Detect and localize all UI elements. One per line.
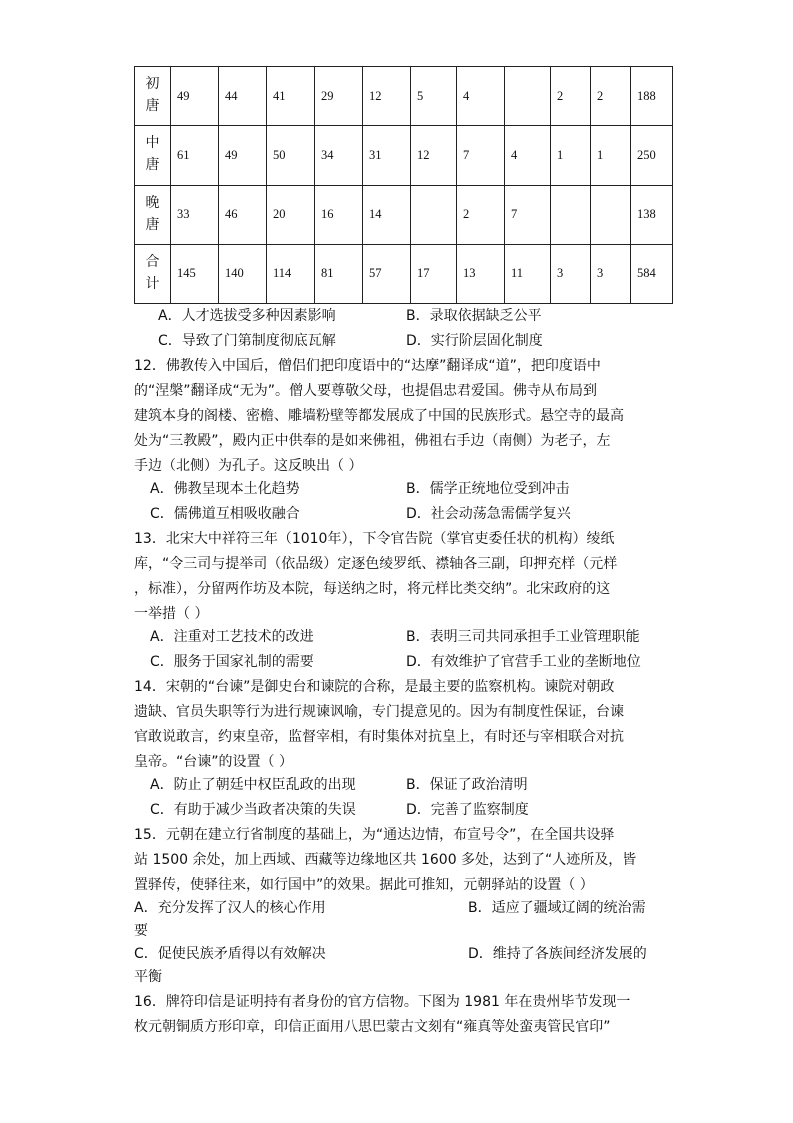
table-cell: 3	[591, 244, 631, 303]
q12-option-c: C．儒佛道互相吸收融合	[150, 506, 300, 522]
q13-line-3: ，标准），分留两作坊及本院，每送纳之时，将元样比类交纳”。北宋政府的这	[134, 581, 611, 597]
q12-line-4: 处为“三教殿”，殿内正中供奉的是如来佛祖，佛祖右手边（南侧）为老子，左	[134, 433, 611, 449]
q14-line-1: 14．宋朝的“台谏”是御史台和谏院的合称，是最主要的监察机构。谏院对朝政	[134, 679, 615, 695]
table-cell: 17	[411, 244, 457, 303]
era-label	[135, 67, 171, 126]
table-row	[135, 126, 673, 185]
era-char: 晚	[145, 195, 160, 211]
table-row	[135, 67, 673, 126]
q15-option-b: B．适应了疆域辽阔的统治需	[468, 900, 646, 916]
table-row	[135, 244, 673, 303]
table-cell	[591, 185, 631, 244]
q14-option-a: A．防止了朝廷中权臣乱政的出现	[150, 777, 356, 793]
table-cell: 61	[171, 126, 219, 185]
era-char: 唐	[145, 99, 160, 115]
imperial-exam-table	[134, 66, 673, 304]
table-cell: 138	[631, 185, 673, 244]
table-cell: 7	[457, 126, 505, 185]
era-char: 唐	[145, 158, 160, 174]
q13-option-d: D．有效维护了官营手工业的垄断地位	[406, 654, 641, 670]
table-cell: 145	[171, 244, 219, 303]
q15-option-d: D．维持了各族间经济发展的	[468, 946, 647, 962]
q11-option-b: B．录取依据缺乏公平	[406, 308, 542, 324]
table-cell: 12	[363, 67, 411, 126]
table-cell: 29	[315, 67, 363, 126]
era-label	[135, 126, 171, 185]
table-cell: 44	[219, 67, 267, 126]
table-cell: 140	[219, 244, 267, 303]
q13-option-b: B．表明三司共同承担手工业管理职能	[406, 629, 640, 645]
q15-line-3: 置驿传，使驿往来，如行国中”的效果。据此可推知，元朝驿站的设置（ ）	[134, 877, 594, 893]
table-row	[135, 185, 673, 244]
table-cell: 49	[171, 67, 219, 126]
table-cell: 250	[631, 126, 673, 185]
table-cell: 31	[363, 126, 411, 185]
table-cell: 1	[551, 126, 591, 185]
table-cell: 16	[315, 185, 363, 244]
q16-line-1: 16．牌符印信是证明持有者身份的官方信物。下图为 1981 年在贵州毕节发现一	[134, 994, 631, 1010]
q12-option-d: D．社会动荡急需儒学复兴	[406, 506, 571, 522]
table-cell	[505, 67, 551, 126]
q15-option-c: C．促使民族矛盾得以有效解决	[134, 946, 326, 962]
table-cell: 5	[411, 67, 457, 126]
era-char: 计	[145, 276, 160, 292]
table-cell: 3	[551, 244, 591, 303]
table-cell: 41	[267, 67, 315, 126]
q14-line-2: 遗缺、官员失职等行为进行规谏讽喻，专门提意见的。因为有制度性保证，台谏	[134, 704, 624, 720]
q13-line-2: 库，“令三司与提举司（依品级）定逐色绫罗纸、襟轴各三副，印押充样（元样	[134, 556, 618, 572]
table-cell: 49	[219, 126, 267, 185]
q15-line-1: 15．元朝在建立行省制度的基础上，为“通达边情，布宣号令”，在全国共设驿	[134, 827, 615, 843]
q12-line-2: 的“涅槃”翻译成“无为”。僧人要尊敬父母，也提倡忠君爱国。佛寺从布局到	[134, 383, 598, 399]
era-char: 初	[145, 77, 160, 93]
era-label	[135, 244, 171, 303]
table-cell: 81	[315, 244, 363, 303]
table-cell: 584	[631, 244, 673, 303]
era-char: 唐	[145, 217, 160, 233]
q14-line-4: 皇帝。“台谏”的设置（ ）	[134, 754, 293, 770]
table-cell: 4	[505, 126, 551, 185]
era-label	[135, 185, 171, 244]
table-cell: 2	[457, 185, 505, 244]
table-cell: 57	[363, 244, 411, 303]
table-cell: 4	[457, 67, 505, 126]
q11-option-a: A．人才选拔受多种因素影响	[158, 308, 336, 324]
q14-option-c: C．有助于减少当政者决策的失误	[150, 802, 356, 818]
q15-option-b-continued: 要	[134, 923, 148, 939]
q13-option-a: A．注重对工艺技术的改进	[150, 629, 314, 645]
q12-line-1: 12．佛教传入中国后，僧侣们把印度语中的“达摩”翻译成“道”，把印度语中	[134, 358, 601, 374]
table-cell: 34	[315, 126, 363, 185]
q11-option-d: D．实行阶层固化制度	[406, 333, 543, 349]
table-cell: 188	[631, 67, 673, 126]
q16-line-2: 枚元朝铜质方形印章，印信正面用八思巴蒙古文刻有“雍真等处蛮夷管民官印”	[134, 1019, 611, 1035]
table-cell	[551, 185, 591, 244]
q13-option-c: C．服务于国家礼制的需要	[150, 654, 314, 670]
era-char: 合	[145, 254, 160, 270]
q14-line-3: 官敢说敢言，约束皇帝，监督宰相，有时集体对抗皇上，有时还与宰相联合对抗	[134, 729, 624, 745]
q13-line-4: 一举措（ ）	[134, 606, 209, 622]
q12-option-b: B．儒学正统地位受到冲击	[406, 481, 570, 497]
table-cell: 20	[267, 185, 315, 244]
q15-line-2: 站 1500 余处，加上西域、西藏等边缘地区共 1600 多处，达到了“人迹所及，皆	[134, 852, 637, 868]
table-cell: 46	[219, 185, 267, 244]
table-cell: 33	[171, 185, 219, 244]
table-cell: 12	[411, 126, 457, 185]
q14-option-d: D．完善了监察制度	[406, 802, 529, 818]
table-cell: 2	[551, 67, 591, 126]
table-cell: 114	[267, 244, 315, 303]
table-cell	[411, 185, 457, 244]
q11-option-c: C．导致了门第制度彻底瓦解	[158, 333, 336, 349]
table-cell: 11	[505, 244, 551, 303]
table-cell: 1	[591, 126, 631, 185]
q15-option-d-continued: 平衡	[134, 969, 162, 985]
table-cell: 14	[363, 185, 411, 244]
table-cell: 7	[505, 185, 551, 244]
q12-line-5: 手边（北侧）为孔子。这反映出（ ）	[134, 458, 363, 474]
era-char: 中	[145, 136, 160, 152]
q15-option-a: A．充分发挥了汉人的核心作用	[134, 900, 326, 916]
q12-option-a: A．佛教呈现本土化趋势	[150, 481, 300, 497]
table-cell: 2	[591, 67, 631, 126]
q12-line-3: 建筑本身的阁楼、密檐、雕墙粉壁等都发展成了中国的民族形式。悬空寺的最高	[134, 408, 624, 424]
q14-option-b: B．保证了政治清明	[406, 777, 528, 793]
table-cell: 50	[267, 126, 315, 185]
q13-line-1: 13．北宋大中祥符三年（1010年），下令官告院（掌官吏委任状的机构）绫纸	[134, 531, 615, 547]
table-cell: 13	[457, 244, 505, 303]
